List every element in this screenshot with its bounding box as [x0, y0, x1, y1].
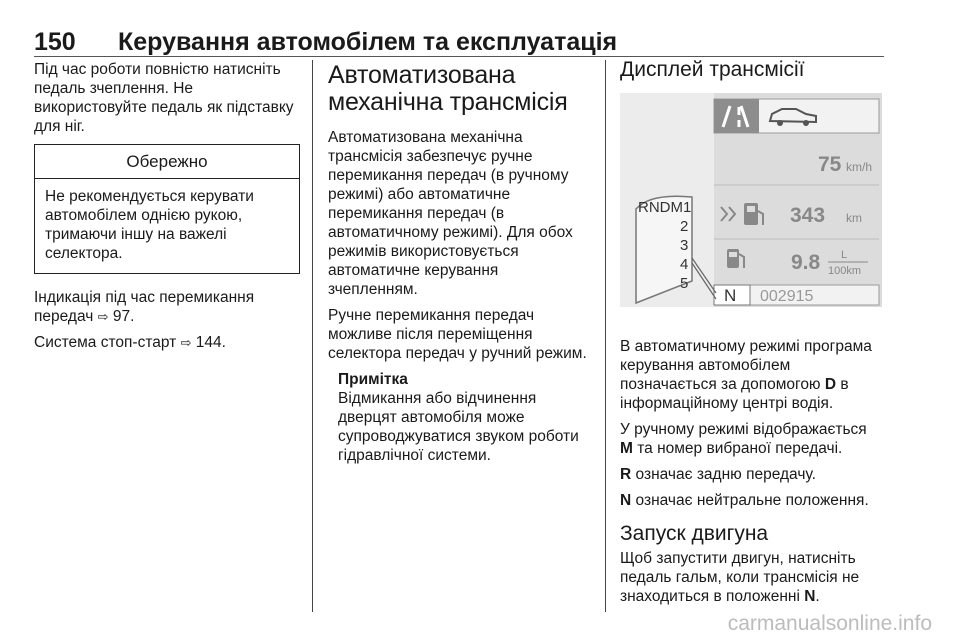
note-title: Примітка: [338, 371, 408, 388]
range-unit: km: [846, 211, 862, 225]
neutral-paragraph: N означає нейтральне положення.: [620, 492, 869, 509]
warning-title: Обережно: [35, 145, 299, 179]
gear-list-item: 2: [680, 218, 689, 235]
gear-key-r: R: [620, 466, 632, 483]
gear-list-item: RNDM1: [638, 199, 692, 216]
speed-value: 75: [818, 153, 842, 176]
description-paragraph: Автоматизована механічна трансмісія забезпечує ручне перемикання передач (в ручному режимі) або автоматичне перемикання передач (в автоматичному режимі). Для обох режимів використовується автоматичне керування зчепленням.: [328, 129, 573, 298]
page-number: 150: [34, 28, 76, 56]
page-header: [34, 28, 884, 56]
auto-mode-paragraph: В автоматичному режимі програма керування автомобілем позначається за допомогою D в інформаційному центрі водія.: [620, 338, 872, 412]
reverse-paragraph: R означає задню передачу.: [620, 466, 816, 483]
manual-mode-paragraph: Ручне перемикання передач можливе після переміщення селектора передач у ручний режим.: [328, 307, 587, 362]
speed-unit: km/h: [846, 160, 873, 174]
page-reference-icon: ⇨: [180, 335, 192, 350]
column-1: [34, 60, 300, 359]
column-2: [328, 60, 590, 465]
column-3: [620, 60, 882, 613]
note-block: [328, 370, 590, 465]
instrument-cluster-illustration: [620, 93, 882, 307]
odometer-value: 002915: [760, 288, 814, 305]
clutch-paragraph: Під час роботи повністю натисніть педаль зчеплення. Не використовуйте педаль як підставку для ніг.: [34, 61, 294, 135]
page-reference-icon: ⇨: [97, 309, 109, 324]
warning-text: Не рекомендується керувати автомобілем однією рукою, тримаючи іншу на важелі селектора.: [45, 188, 254, 262]
warning-box: [34, 144, 300, 274]
engine-start-heading: Запуск двигуна: [620, 522, 769, 545]
section-heading: Автоматизована механічна трансмісія: [328, 61, 568, 116]
engine-start-paragraph: Щоб запустити двигун, натисніть педаль гальм, коли трансмісія не знаходиться в положенні N.: [620, 550, 860, 605]
column-divider-1: [312, 60, 313, 612]
watermark: carmanualsonline.info: [727, 612, 932, 635]
gear-list-item: 4: [680, 256, 689, 273]
stop-start-reference: Система стоп-старт ⇨ 144.: [34, 334, 226, 351]
consumption-unit-bottom: 100km: [828, 265, 862, 277]
gear-key-n: N: [804, 588, 816, 605]
gear-key-n: N: [620, 492, 632, 509]
manual-display-paragraph: У ручному режимі відображається M та номер вибраної передачі.: [620, 421, 867, 457]
consumption-unit-top: L: [841, 249, 848, 261]
range-value: 343: [790, 204, 826, 227]
page-reference-link[interactable]: 144: [195, 334, 222, 351]
transmission-display-figure: [620, 93, 882, 307]
note-text: Відмикання або відчинення дверцят автомобіля може супроводжуватися звуком роботи гідравлічної системи.: [338, 390, 579, 464]
gear-key-m: M: [620, 440, 633, 457]
column-divider-2: [605, 60, 606, 612]
gear-list-item: 3: [680, 237, 689, 254]
consumption-value: 9.8: [791, 251, 821, 274]
header-rule: [34, 56, 884, 57]
chapter-title: Керування автомобілем та експлуатація: [118, 28, 618, 56]
shift-indication-reference: Індикація під час перемикання передач ⇨ 97.: [34, 289, 255, 325]
gear-key-d: D: [824, 376, 837, 393]
gear-list-item: 5: [680, 275, 689, 292]
page-reference-link[interactable]: 97: [112, 308, 131, 325]
gear-indicator: N: [724, 286, 737, 305]
section-heading: Дисплей трансмісії: [620, 58, 805, 81]
lane-assist-icon: [714, 99, 759, 133]
